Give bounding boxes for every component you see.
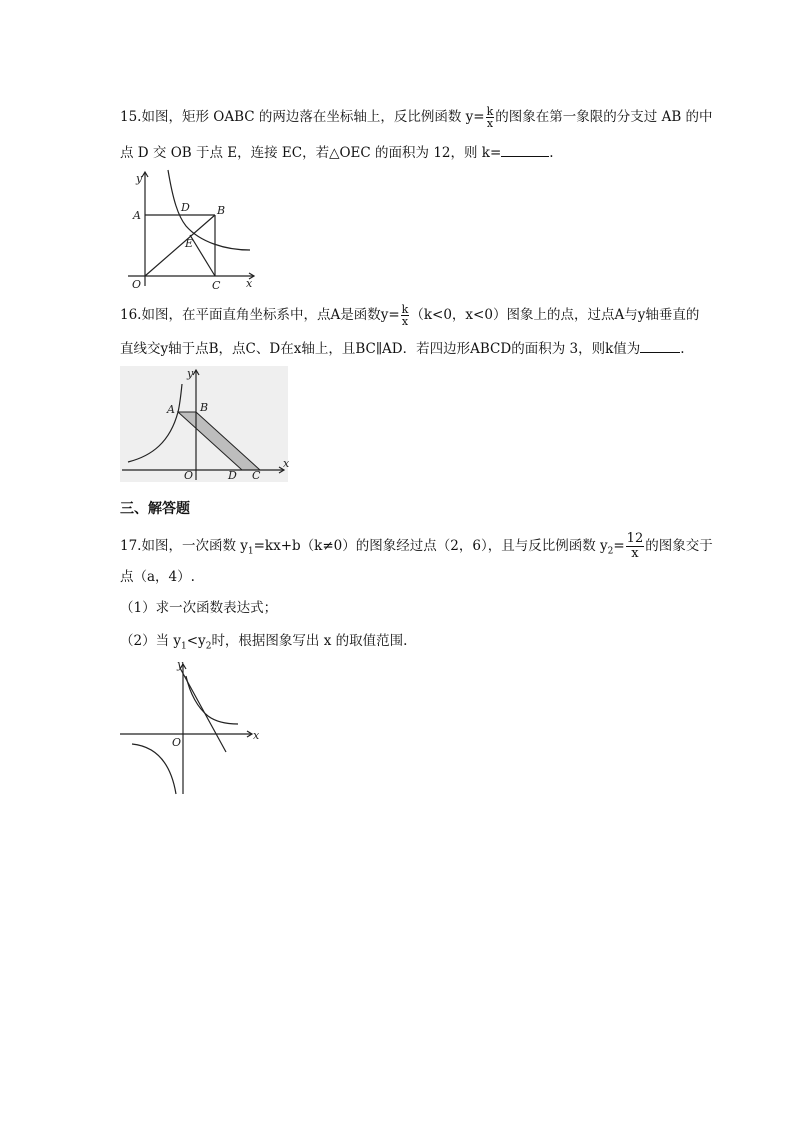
q15-text-2b: . bbox=[549, 145, 554, 161]
q17-label-x: x bbox=[253, 729, 260, 742]
q15-label-d: D bbox=[181, 201, 190, 214]
q17-part2-text-a: （2）当 y bbox=[120, 633, 182, 649]
q16-label-d: D bbox=[228, 469, 237, 482]
q17-part2-text-c: 时，根据图象写出 x 的取值范围. bbox=[211, 633, 408, 649]
q15-label-c: C bbox=[212, 279, 221, 290]
q15-label-y: y bbox=[136, 172, 143, 185]
q17-line-1 bbox=[120, 532, 713, 562]
q16-label-y: y bbox=[187, 367, 194, 380]
q16-text-1b: （k<0，x<0）图象上的点，过点A与y轴垂直的 bbox=[410, 307, 700, 323]
q16-fraction: $\frac{k}{x}$ bbox=[401, 303, 409, 328]
q15-text-1b: 的图象在第一象限的分支过 AB 的中 bbox=[495, 109, 713, 125]
q15-line-2 bbox=[120, 143, 554, 163]
q15-diagonal-ob bbox=[145, 215, 215, 276]
q17-label-o: O bbox=[172, 736, 182, 749]
q17-text-1d: 的图象交于 bbox=[645, 538, 713, 554]
q16-figure bbox=[120, 366, 292, 484]
q15-label-x: x bbox=[246, 277, 253, 290]
q17-hyperbola-branch-1 bbox=[186, 676, 238, 724]
q17-part2-sub-1: 1 bbox=[181, 641, 187, 652]
q15-segment-ec bbox=[190, 235, 215, 276]
q15-answer-blank[interactable] bbox=[501, 144, 549, 157]
q17-sub-2: 2 bbox=[607, 546, 614, 557]
q17-part-1: （1）求一次函数表达式； bbox=[120, 600, 278, 616]
q15-label-a: A bbox=[133, 209, 141, 222]
q17-sub-1: 1 bbox=[247, 546, 254, 557]
q15-fraction: $\frac{k}{x}$ bbox=[486, 105, 494, 130]
q16-line-1 bbox=[120, 304, 699, 327]
q15-figure bbox=[120, 168, 260, 290]
q17-fraction: $\frac{12}{x}$ bbox=[626, 531, 644, 561]
q15-label-e: E bbox=[185, 237, 194, 250]
q17-hyperbola-branch-2 bbox=[132, 744, 176, 794]
q16-text-2a: 直线交y轴于点B，点C、D在x轴上，且BC∥AD．若四边形ABCD的面积为 3，则k值为 bbox=[120, 341, 641, 357]
q16-text-2b: . bbox=[680, 341, 685, 357]
q17-label-y: y bbox=[177, 658, 184, 671]
q17-text-1b: =kx+b（k≠0）的图象经过点（2，6），且与反比例函数 y bbox=[253, 538, 608, 554]
q17-text-1c: = bbox=[613, 538, 625, 554]
q15-label-b: B bbox=[217, 204, 226, 217]
q17-part2-text-b: <y bbox=[186, 633, 206, 649]
q16-label-o: O bbox=[184, 469, 194, 482]
q17-text-1a: 17.如图，一次函数 y bbox=[120, 538, 248, 554]
q15-label-o: O bbox=[132, 278, 142, 290]
q16-label-b: B bbox=[200, 401, 209, 414]
q17-line-2: 点（a，4）. bbox=[120, 569, 195, 585]
q16-label-c: C bbox=[252, 469, 261, 482]
q16-line-2 bbox=[120, 339, 685, 359]
q16-label-x: x bbox=[283, 457, 290, 470]
section-heading: 三、解答题 bbox=[120, 501, 190, 517]
q17-part2-sub-2: 2 bbox=[205, 641, 212, 652]
q17-part-2 bbox=[120, 631, 407, 657]
q15-text-1a: 15.如图，矩形 OABC 的两边落在坐标轴上，反比例函数 y= bbox=[120, 109, 485, 125]
q15-text-2a: 点 D 交 OB 于点 E，连接 EC，若△OEC 的面积为 12，则 k= bbox=[120, 145, 502, 161]
q16-text-1a: 16.如图，在平面直角坐标系中，点A是函数y= bbox=[120, 307, 400, 323]
q15-line-1 bbox=[120, 106, 713, 129]
q17-figure bbox=[120, 658, 262, 798]
q16-label-a: A bbox=[167, 403, 175, 416]
q16-answer-blank[interactable] bbox=[640, 340, 680, 353]
